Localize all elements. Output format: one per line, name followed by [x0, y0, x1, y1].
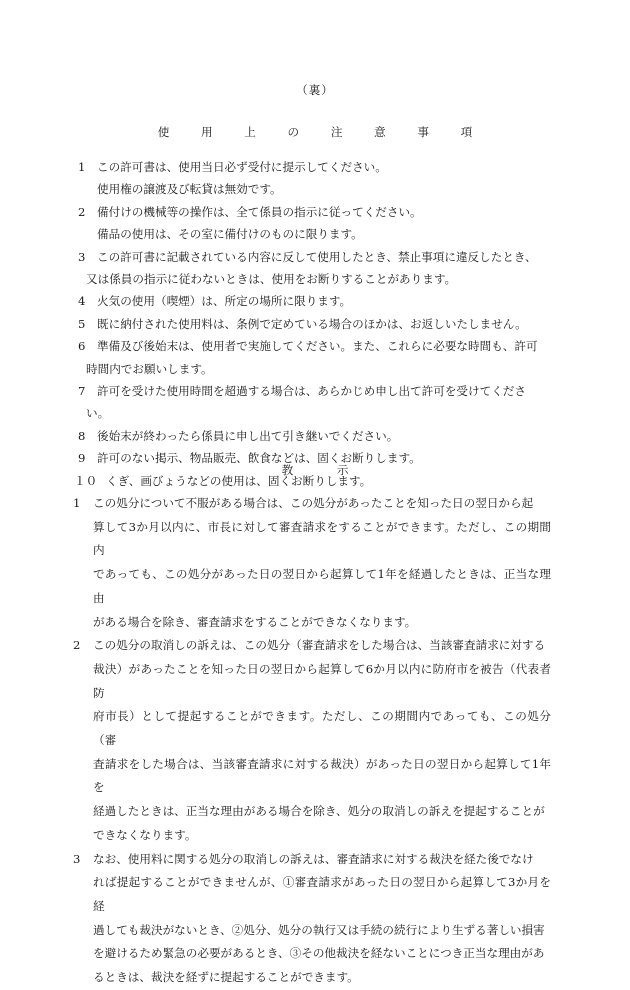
teaching-number: 1 — [73, 496, 81, 510]
teaching-item — [73, 634, 563, 847]
usage-notes-title: 使 用 上 の 注 意 事 項 — [157, 125, 487, 139]
note-number: 9 — [78, 451, 86, 466]
note-text: この許可書は、使用当日必ず受付に提示してください。 — [97, 160, 387, 174]
note-text: 許可のない掲示、物品販売、飲食などは、固くお断りします。 — [97, 451, 421, 466]
note-number: 3 — [78, 249, 86, 264]
note-number: 2 — [78, 204, 86, 219]
teaching-text: れば提起することができませんが、①審査請求があった日の翌日から起算して3か月を経 — [93, 875, 551, 913]
note-number: １０ — [74, 473, 98, 488]
note-number: 6 — [78, 339, 86, 354]
note-text: 又は係員の指示に従わないときは、使用をお断りすることがあります。 — [86, 272, 457, 287]
note-item — [78, 246, 562, 291]
note-item — [78, 380, 562, 425]
note-number: 5 — [78, 316, 86, 331]
teaching-text: を避けるため緊急の必要があるとき、③その他裁決を経ないことにつき正当な理由があ — [93, 946, 545, 961]
note-text: 準備及び後始末は、使用者で実施してください。また、これらに必要な時間も、許可 — [97, 339, 538, 354]
teaching-text: 裁決）があったことを知った日の翌日から起算して6か月以内に防府市を被告（代表者 防 — [93, 661, 563, 700]
back-side-label: （裏） — [296, 83, 334, 97]
note-text: 使用権の譲渡及び転貸は無効です。 — [97, 182, 282, 197]
note-item — [78, 335, 562, 380]
note-number: 4 — [78, 294, 86, 309]
note-text: くぎ、画びょうなどの使用は、固くお断りします。 — [106, 473, 372, 488]
teaching-text: るときは、裁決を経ずに提起することができます。 — [93, 970, 359, 985]
note-text: 火気の使用（喫煙）は、所定の場所に限ります。 — [97, 294, 352, 309]
note-item — [78, 156, 562, 201]
note-text: い。 — [86, 406, 110, 421]
teaching-text: がある場合を除き、審査請求をすることができなくなります。 — [93, 614, 417, 629]
note-item — [78, 290, 562, 312]
note-number: 7 — [78, 384, 86, 399]
note-text: この許可書に記載されている内容に反して使用したとき、禁止事項に違反したとき、 — [97, 249, 537, 264]
teaching-text: 経過したときは、正当な理由がある場合を除き、処分の取消しの訴えを提起することが — [93, 804, 545, 819]
note-number: 8 — [78, 428, 86, 443]
teaching-text: この処分について不服がある場合は、この処分があったことを知った日の翌日から起 — [93, 496, 534, 510]
teaching-list — [73, 492, 563, 990]
note-text: 備付けの機械等の操作は、全て係員の指示に従ってください。 — [97, 204, 422, 219]
teaching-title: 教 示 — [281, 463, 369, 477]
note-text: 許可を受けた使用時間を超過する場合は、あらかじめ申し出て許可を受けてくださ — [97, 384, 526, 399]
teaching-text: 過しても裁決がないとき、②処分、処分の執行又は手続の続行により生ずる著しい損害 — [93, 922, 545, 937]
note-text: 後始末が終わったら係員に申し出て引き継いでください。 — [97, 428, 399, 443]
note-item — [78, 313, 562, 335]
teaching-number: 3 — [73, 851, 81, 866]
teaching-text: 算して3か月以内に、市長に対して審査請求をすることができます。ただし、この期間内 — [93, 519, 551, 558]
note-number: 1 — [78, 160, 86, 174]
teaching-text: 査請求をした場合は、当該審査請求に対する裁決）があった日の翌日から起算して1年を — [93, 756, 551, 795]
teaching-text: であっても、この処分があった日の翌日から起算して1年を経過したときは、正当な理由 — [93, 567, 551, 605]
teaching-item — [73, 848, 551, 990]
note-text: 時間内でお願いします。 — [86, 361, 213, 376]
teaching-text: この処分の取消しの訴えは、この処分（審査請求をした場合は、当該審査請求に対する — [93, 638, 546, 653]
note-text: 既に納付された使用料は、条例で定めている場合のほかは、お返しいたしません。 — [97, 316, 527, 331]
teaching-text: できなくなります。 — [93, 827, 197, 842]
usage-notes-list — [74, 156, 562, 492]
teaching-text: なお、使用料に関する処分の取消しの訴えは、審査請求に対する裁決を経た後でなけ — [93, 851, 534, 866]
teaching-text: 府市長）として提起することができます。ただし、この期間内であっても、この処分（審 — [93, 709, 551, 748]
note-text: 備品の使用は、その室に備付けのものに限ります。 — [97, 227, 363, 242]
note-item — [78, 425, 562, 447]
note-item — [78, 201, 562, 246]
teaching-number: 2 — [73, 638, 81, 653]
teaching-item — [73, 492, 551, 634]
